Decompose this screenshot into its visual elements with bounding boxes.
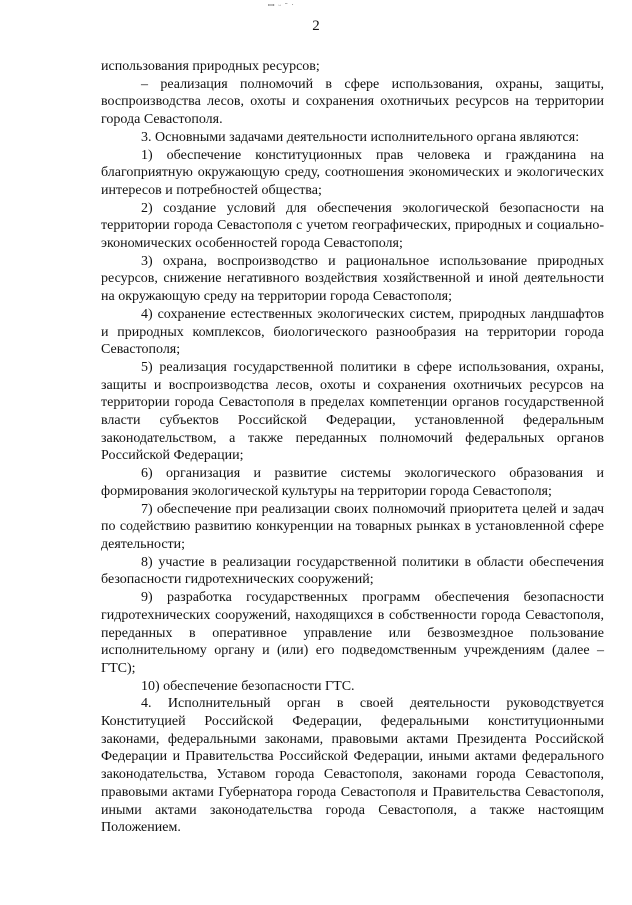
scan-mark: ꟷ ᵕ ˉ ˑ [268,1,295,10]
paragraph-task-1: 1) обеспечение конституционных прав человека и гражданина на благоприятную окружающую среду, соотношения экономических и экологических интересов и потребностей общества; [101,147,604,198]
paragraph-task-6: 6) организация и развитие системы экологического образования и формирования экологической культуры на территории города Севастополя; [101,466,604,499]
paragraph-task-8: 8) участие в реализации государственной политики в области обеспечения безопасности гидротехнических сооружений; [101,554,604,588]
paragraph-forest-hunting: – реализация полномочий в сфере использования, охраны, защиты, воспроизводства лесов, охоты и сохранения охотничьих ресурсов на территории города Севастополя. [101,76,604,128]
paragraph-task-10: 10) обеспечение безопасности ГТС. [141,678,355,694]
document-body [101,58,604,837]
paragraph-task-7: 7) обеспечение при реализации своих полномочий приоритета целей и задач по содействию развитию конкуренции на товарных рынках в установленной сфере деятельности; [101,501,604,552]
paragraph-section-4: 4. Исполнительный орган в своей деятельности руководствуется Конституцией Российской Федерации, федеральными конституционными законами, федеральными законами, правовыми актами Президента Российской Федерации и Правительства Российской Федерации, иными актами федерального законодательства, Уставом города Севастополя, законами города Севастополя, правовыми актами Губернатора города Севастополя и Правительства Севастополя, иными актами законодательства города Севастополя, а также настоящим Положением. [101,696,604,836]
paragraph-task-5: 5) реализация государственной политики в сфере использования, охраны, защиты и воспроизводства лесов, охоты и сохранения охотничьих ресурсов на территории города Севастополя в пределах компетенции органов государственной власти субъектов Российской Федерации, установленной федеральным законодательством, а также переданных полномочий федеральных органов Российской Федерации; [101,359,604,464]
paragraph-task-9: 9) разработка государственных программ обеспечения безопасности гидротехнических сооружений, находящихся в собственности города Севастополя, переданных в оперативное управление или безвозмездное пользование исполнительному органу и (или) его подведомственным учреждениям (далее – ГТС); [101,590,604,676]
paragraph-section-3-heading: 3. Основными задачами деятельности исполнительного органа являются: [141,129,580,145]
paragraph-task-2: 2) создание условий для обеспечения экологической безопасности на территории города Севастополя с учетом географических, природных и социально-экономических особенностей города Севастополя; [101,200,604,252]
paragraph-continuation: использования природных ресурсов; [101,59,320,74]
page-number: 2 [312,18,320,34]
paragraph-task-4: 4) сохранение естественных экологических систем, природных ландшафтов и природных комплексов, биологического разнообразия на территории города Севастополя; [101,306,604,358]
paragraph-task-3: 3) охрана, воспроизводство и рациональное использование природных ресурсов, снижение негативного воздействия хозяйственной и иной деятельности на окружающую среду на территории города Севастополя; [101,253,604,305]
